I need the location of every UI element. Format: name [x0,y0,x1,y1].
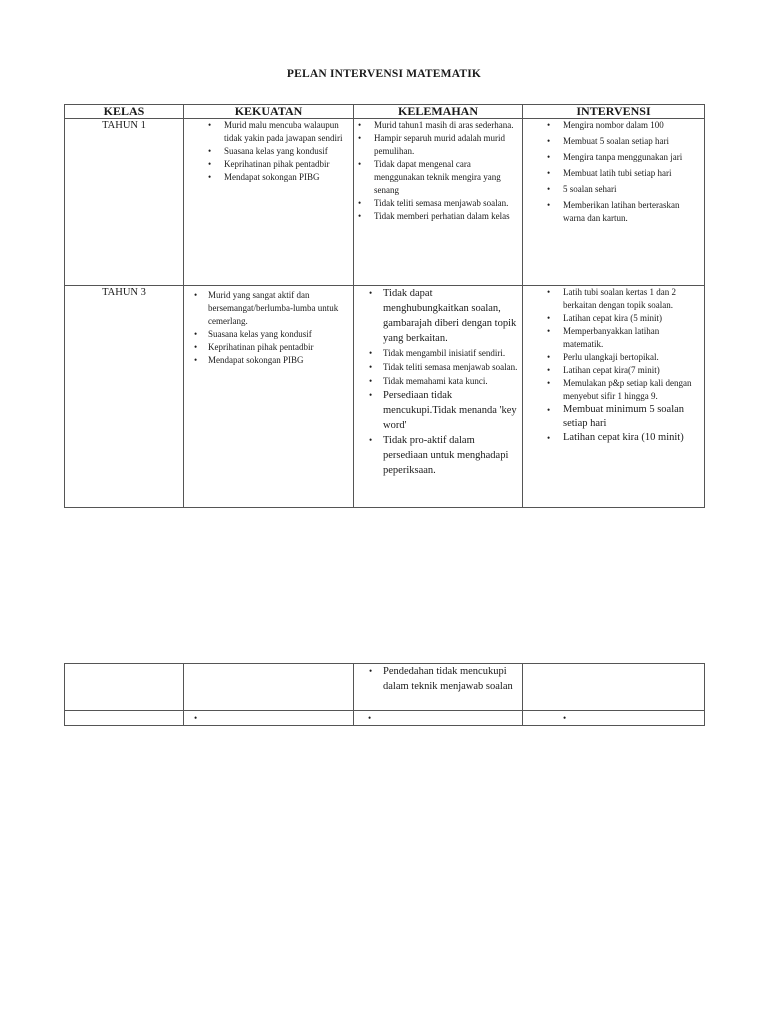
bullet-list [354,286,522,478]
kelas-cell [65,711,184,726]
kelemahan-cell [354,664,523,711]
list-item: • Latihan cepat kira (5 minit) [523,312,700,325]
list-item: • Tidak memahami kata kunci. [354,374,518,388]
list-item: • Murid tahun1 masih di aras sederhana. [354,119,518,132]
intervensi-cell [523,664,705,711]
empty-bullet-cell [354,711,523,726]
page-title: PELAN INTERVENSI MATEMATIK [286,68,482,80]
intervensi-cell [523,286,705,508]
list-item: • Tidak teliti semasa menjawab soalan. [354,360,518,374]
list-item: • Keprihatinan pihak pentadbir [184,341,349,354]
bullet-list [184,289,353,367]
kelemahan-cell [354,286,523,508]
continuation-table [64,663,705,726]
header-row [65,105,705,119]
list-item: • Tidak pro-aktif dalam persediaan untuk menghadapi peperiksaan. [354,433,518,478]
list-item: • Memberikan latihan berteraskan warna dan kartun. [523,199,700,225]
kelas-cell: TAHUN 1 [65,119,184,286]
bullet-icon: • [563,713,567,723]
list-item: • Tidak dapat menghubungkaitkan soalan, gambarajah diberi dengan topik yang berkaitan. [354,286,518,346]
kekuatan-cell [184,286,354,508]
list-item: • Suasana kelas yang kondusif [184,328,349,341]
bullet-list [523,286,704,445]
list-item: • Mengira nombor dalam 100 [523,119,700,132]
kekuatan-cell [184,119,354,286]
list-item: • Mengira tanpa menggunakan jari [523,151,700,164]
kelas-cell [65,664,184,711]
intervensi-cell [523,119,705,286]
bullet-icon: • [194,713,198,723]
list-item: • Pendedahan tidak mencukupi dalam teknik menjawab soalan [354,664,518,694]
list-item: • Persediaan tidak mencukupi.Tidak menanda 'key word' [354,388,518,433]
list-item: • Memulakan p&p setiap kali dengan menyebut sifir 1 hingga 9. [523,377,700,403]
list-item: • Tidak dapat mengenal cara menggunakan teknik mengira yang senang [354,158,518,197]
list-item: • Murid malu mencuba walaupun tidak yakin pada jawapan sendiri [184,119,349,145]
list-item: • Suasana kelas yang kondusif [184,145,349,158]
intervention-table [64,104,705,508]
table-row [65,286,705,508]
kelemahan-cell [354,119,523,286]
bullet-list [354,664,522,694]
bullet-icon: • [368,713,372,723]
list-item: • Tidak mengambil inisiatif sendiri. [354,346,518,360]
list-item: • Membuat 5 soalan setiap hari [523,135,700,148]
bullet-list [523,119,704,225]
list-item: • Latih tubi soalan kertas 1 dan 2 berkaitan dengan topik soalan. [523,286,700,312]
list-item: • Murid yang sangat aktif dan bersemangat/berlumba-lumba untuk cemerlang. [184,289,349,328]
table-row [65,711,705,726]
header-kekuatan: KEKUATAN [184,105,354,119]
list-item: • Hampir separuh murid adalah murid pemulihan. [354,132,518,158]
list-item: • Mendapat sokongan PIBG [184,171,349,184]
list-item: • Mendapat sokongan PIBG [184,354,349,367]
table-row [65,664,705,711]
empty-bullet-cell [523,711,705,726]
list-item: • Keprihatinan pihak pentadbir [184,158,349,171]
header-intervensi: INTERVENSI [523,105,705,119]
bullet-list [184,119,353,184]
list-item: • Perlu ulangkaji bertopikal. [523,351,700,364]
list-item: • Latihan cepat kira(7 minit) [523,364,700,377]
kekuatan-cell [184,664,354,711]
list-item: • Membuat latih tubi setiap hari [523,167,700,180]
empty-bullet-cell [184,711,354,726]
list-item: • Membuat minimum 5 soalan setiap hari [523,403,700,431]
list-item: • Latihan cepat kira (10 minit) [523,431,700,445]
header-kelemahan: KELEMAHAN [354,105,523,119]
header-kelas: KELAS [65,105,184,119]
table-row [65,119,705,286]
list-item: • Tidak memberi perhatian dalam kelas [354,210,518,223]
list-item: • Memperbanyakkan latihan matematik. [523,325,700,351]
kelas-cell: TAHUN 3 [65,286,184,508]
list-item: • 5 soalan sehari [523,183,700,196]
bullet-list [354,119,522,223]
list-item: • Tidak teliti semasa menjawab soalan. [354,197,518,210]
